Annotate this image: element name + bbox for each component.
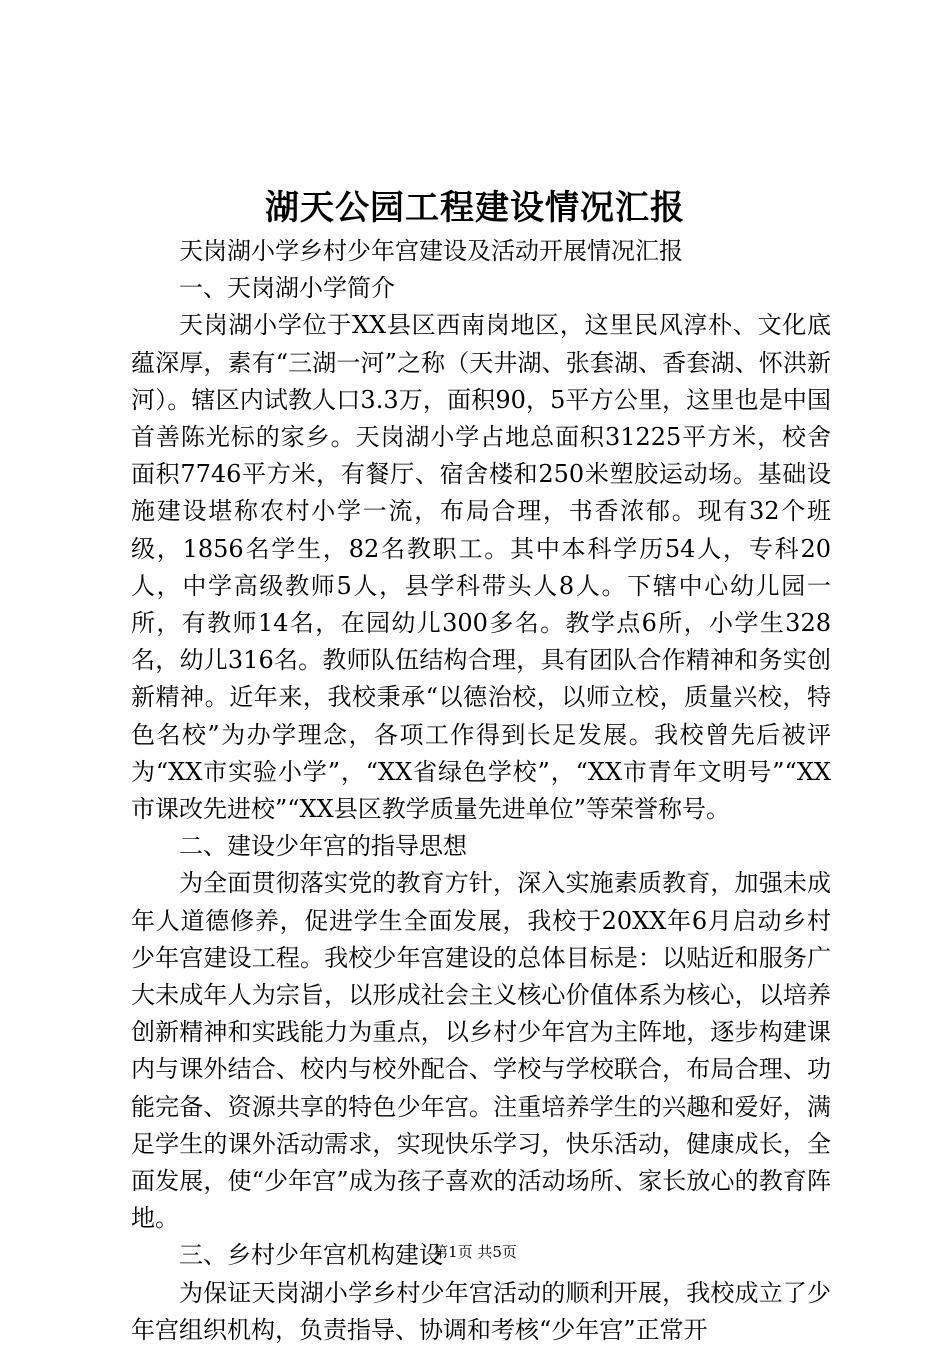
document-title: 湖天公园工程建设情况汇报 xyxy=(265,188,685,228)
paragraph-guiding-idea: 为全面贯彻落实党的教育方针，深入实施素质教育，加强未成年人道德修养，促进学生全面发展，我校于20XX年6月启动乡村少年宫建设工程。我校少年宫建设的总体目标是：以贴近和服务广大未成年人为宗旨，以形成社会主义核心价值体系为核心，以培养创新精神和实践能力为重点，以乡村少年宫为主阵地，逐步构建课内与课外结合、校内与校外配合、学校与学校联合，布局合理、功能完备、资源共享的特色少年宫。注重培养学生的兴趣和爱好，满足学生的课外活动需求，实现快乐学习，快乐活动，健康成长，全面发展，使“少年宫”成为孩子喜欢的活动场所、家长放心的教育阵地。 xyxy=(131,869,831,1233)
section-heading-1: 一、天岗湖小学简介 xyxy=(179,274,395,303)
paragraph-school-intro: 天岗湖小学位于XX县区西南岗地区，这里民风淳朴、文化底蕴深厚，素有“三湖一河”之称（天井湖、张套湖、香套湖、怀洪新河）。辖区内试教人口3.3万，面积90，5平方公里，这里也是中国首善陈光标的家乡。天岗湖小学占地总面积31225平方米，校舍面积7746平方米，有餐厅、宿舍楼和250米塑胶运动场。基础设施建设堪称农村小学一流，布局合理，书香浓郁。现有32个班级，1856名学生，82名教职工。其中本科学历54人，专科20人，中学高级教师5人，县学科带头人8人。下辖中心幼儿园一所，有教师14名，在园幼儿300多名。教学点6所，小学生328名，幼儿316名。教师队伍结构合理，具有团队合作精神和务实创新精神。近年来，我校秉承“以德治校，以师立校，质量兴校，特色名校”为办学理念，各项工作得到长足发展。我校曾先后被评为“XX市实验小学”，“XX省绿色学校”，“XX市青年文明号”“XX市课改先进校”“XX县区教学质量先进单位”等荣誉称号。 xyxy=(131,311,831,824)
page-footer: 第1页 共5页 xyxy=(433,1243,517,1261)
paragraph-organization: 为保证天岗湖小学乡村少年宫活动的顺利开展，我校成立了少年宫组织机构，负责指导、协调和考核“少年宫”正常开 xyxy=(131,1278,831,1344)
paragraph-subtitle: 天岗湖小学乡村少年宫建设及活动开展情况汇报 xyxy=(179,237,683,265)
section-heading-3: 三、乡村少年宫机构建设 xyxy=(179,1241,443,1270)
section-heading-2: 二、建设少年宫的指导思想 xyxy=(179,832,467,861)
document-body xyxy=(131,233,831,1349)
